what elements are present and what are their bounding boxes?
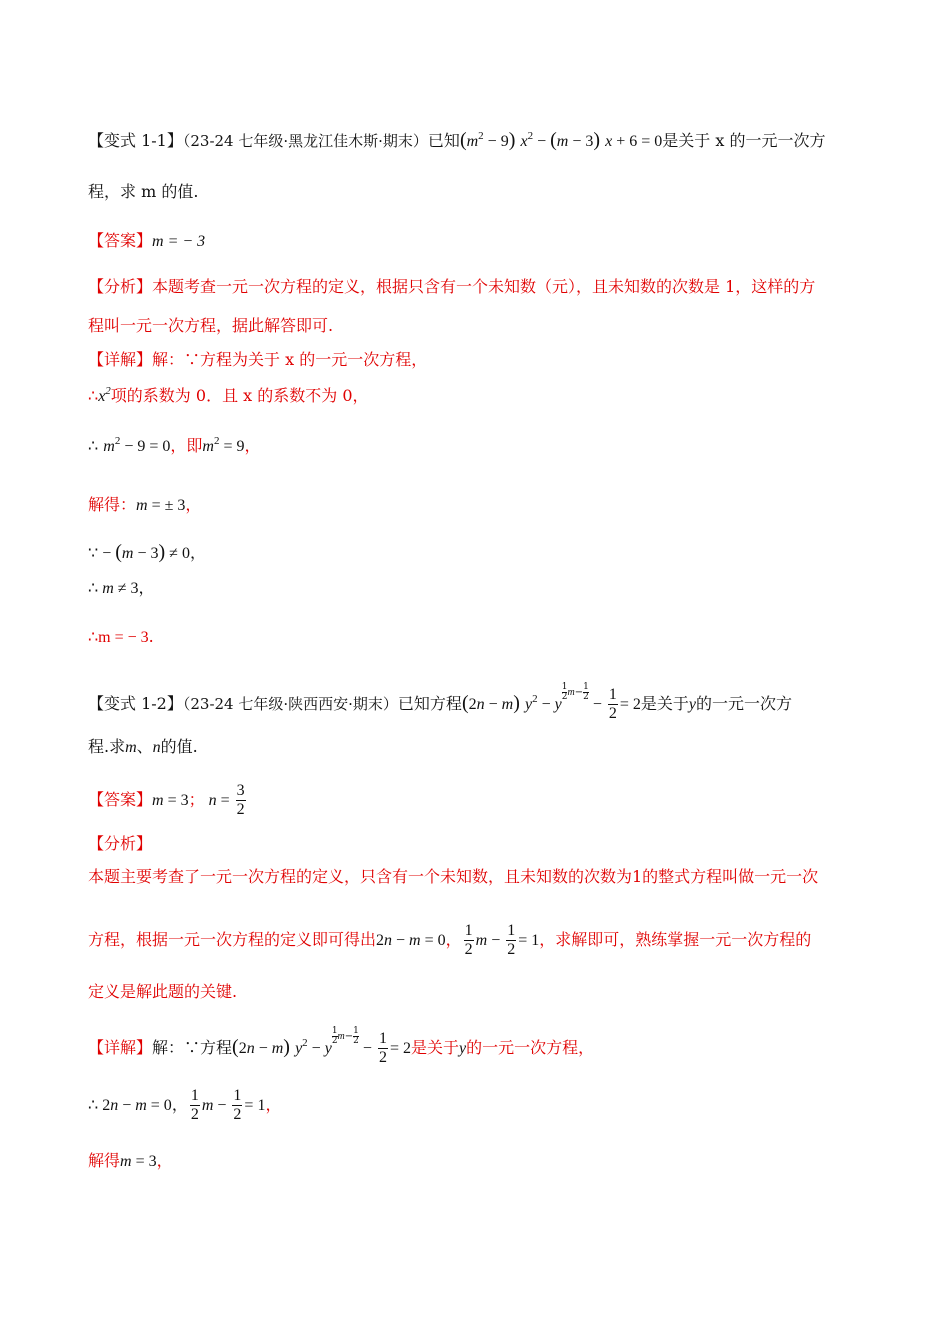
v2-analysis-line3: 定义是解此题的关键. [88, 982, 238, 1001]
v1-step7 [88, 625, 154, 650]
v1-answer [88, 229, 205, 254]
v2-q-end: 的一元一次方 [696, 694, 793, 713]
v2-detail-a: 解：∵方程 [152, 1038, 233, 1057]
v1-step3-text: ，即 [170, 436, 203, 455]
v1-question-line2: 程，求 m 的值. [88, 182, 199, 201]
v2-answer: 【答案】m = 3； n = $\frac{3}{2}$ [88, 782, 245, 818]
v2-step2: ∴ 2n − m = 0， $\frac{1}{2}$ m − $\frac{1}{2}$ = 1， [88, 1087, 282, 1123]
v1-detail-text1: 解：∵方程为关于 x 的一元一次方程， [152, 350, 428, 369]
v1-q-prefix: 已知 [427, 131, 460, 150]
v2-question-line2: 程.求m、n的值. [88, 737, 198, 756]
v1-step6-therefore: ∴ [88, 578, 99, 597]
v2-analysis-line1: 本题主要考查了一元一次方程的定义，只含有一个未知数，且未知数的次数为1的整式方程叫做一元一次 [88, 867, 819, 886]
v1-step5-end: ， [189, 543, 206, 562]
v2-answer-tag: 【答案】 [88, 790, 153, 809]
v1-detail-tag: 【详解】 [88, 350, 153, 369]
v1-step3: ∴ $m^2 - 9 = 0$，即$m^2 = 9$， [88, 435, 261, 455]
v1-step3-end: ， [244, 436, 261, 455]
v2-q-line2-c: 的值. [160, 737, 198, 756]
v1-detail-line1 [88, 348, 427, 372]
v2-q-prefix: 已知方程 [397, 694, 462, 713]
v2-detail-tag: 【详解】 [88, 1038, 153, 1057]
v1-step2-x2: $x^2$ [98, 385, 111, 405]
v2-analysis-line2-b: ，求解即可，熟练掌握一元一次方程的 [539, 930, 812, 949]
v1-analysis-line1 [88, 275, 815, 299]
v2-equation: (2n − m) $y^2 - y$ $\frac{1}{2}$ m− $\frac{1}{2}$ − $\frac{1}{2}$ = 2 [461, 682, 641, 722]
v2-q-line2-b: 、 [136, 737, 153, 756]
v2-source: （23-24 七年级·陕西西安·期末） [182, 695, 398, 713]
v2-q-var: y [688, 696, 696, 713]
v2-detail-c: 的一元一次方程， [466, 1038, 595, 1057]
v1-step6: ∴ m ≠ 3， [88, 578, 155, 597]
v2-q-line2-a: 程.求 [88, 737, 126, 756]
v2-analysis-line2-a: 方程，根据一元一次方程的定义即可得出 [88, 930, 377, 949]
v1-step4-label: 解得： [88, 495, 137, 514]
v2-q-suffix: 是关于 [640, 694, 689, 713]
v2-answer-sep: ； [188, 790, 205, 809]
v1-answer-tag: 【答案】 [88, 231, 153, 250]
v2-question-line1 [88, 683, 792, 723]
v2-tag: 【变式 1-2】 [88, 694, 183, 713]
v1-answer-value: m = − 3 [152, 233, 206, 250]
v1-step2 [88, 384, 369, 409]
v2-step2-sep: ， [171, 1095, 188, 1114]
v1-q-suffix: 是关于 x 的一元一次方 [662, 131, 826, 150]
v2-analysis-line2: 方程，根据一元一次方程的定义即可得出2n − m = 0， $\frac{1}{2}$ m − $\frac{1}{2}$ = 1，求解即可，熟练掌握一元一次方程的 [88, 922, 812, 958]
v1-step2-suffix: 项的系数为 0．且 x 的系数不为 0， [110, 386, 369, 405]
v1-step4-end: ， [185, 495, 202, 514]
v1-source: （23-24 七年级·黑龙江佳木斯·期末） [182, 132, 428, 150]
v2-analysis-line2-sep: ， [445, 930, 462, 949]
v1-step5: ∵ − (m − 3) ≠ 0， [88, 541, 206, 563]
v1-tag: 【变式 1-1】 [88, 131, 183, 150]
v2-step3: 解得m = 3， [88, 1151, 173, 1170]
v1-step7-end: . [148, 627, 154, 646]
v1-analysis-text1: 本题考查一元一次方程的定义，根据只含有一个未知数（元），且未知数的次数是 1，这样的方 [152, 277, 816, 296]
v2-analysis-tag: 【分析】 [88, 834, 153, 853]
v2-detail-b: 是关于 [410, 1038, 459, 1057]
v2-step2-therefore: ∴ [88, 1095, 99, 1114]
v1-step7-text: ∴m = − 3 [88, 629, 149, 646]
v2-step3-end: ， [156, 1151, 173, 1170]
v1-equation: $(m^2 - 9) x^2 - (m - 3) x + 6 = 0$ [459, 129, 663, 151]
v1-step4: 解得：m = ± 3， [88, 495, 202, 514]
v1-analysis-tag: 【分析】 [88, 277, 153, 296]
v1-analysis-line2: 程叫一元一次方程，据此解答即可. [88, 316, 334, 335]
v2-step2-end: ， [265, 1095, 282, 1114]
v1-step6-end: ， [138, 578, 155, 597]
v2-step3-label: 解得 [88, 1151, 121, 1170]
v2-detail-line1: 【详解】解：∵方程(2n − m) $y^2 - y$ $\frac{1}{2}$ m− $\frac{1}{2}$ − $\frac{1}{2}$ = 2是关于y的一元一次方程， [88, 1026, 595, 1066]
v1-question-line1 [88, 128, 826, 154]
v1-step5-because: ∵ [88, 543, 99, 562]
v1-step2-prefix: ∴ [88, 386, 99, 405]
v1-step3-therefore: ∴ [88, 436, 104, 455]
